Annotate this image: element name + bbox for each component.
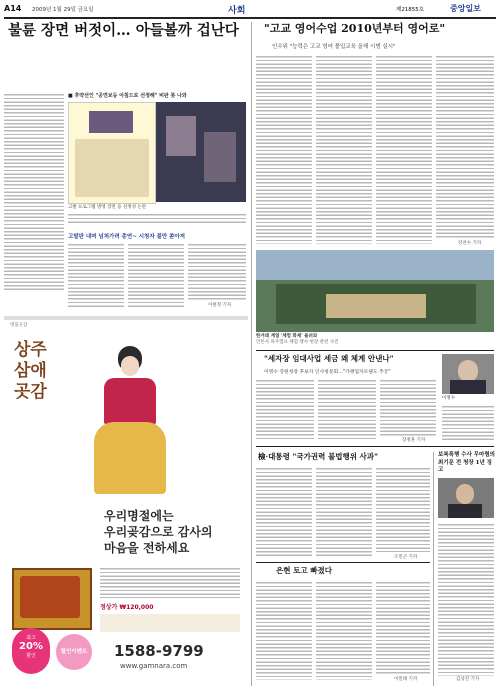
right-sub-col-1 — [256, 580, 312, 680]
right-mid-subhead: 이명수 강원청장 후보자 인사청문회…"가맹업자모델도 추궁" — [264, 370, 391, 375]
right-mid-col-3 — [380, 378, 436, 436]
right-top-col-1 — [256, 54, 312, 244]
right-separator-1 — [256, 350, 494, 351]
right-separator-3 — [256, 562, 430, 563]
left-sub-label: ■ 후약선인 "공연보등 아침드로 선정해" 비판 봇 나와 — [68, 93, 187, 99]
ad-product-info — [100, 566, 240, 598]
right-top-byline: 강찬수 기자 — [458, 241, 482, 246]
right-top-headline: "고교 영어수업 2010년부터 영어로" — [264, 22, 446, 35]
ad-slogan-line-3: 마음을 전하세요 — [104, 541, 190, 555]
right-top-photo-caption-detail: 언론사 파주캠프 체험 행사 현장 관련 사진 — [256, 340, 339, 345]
right-sub-col-3 — [376, 580, 430, 674]
right-sub-headline: 은현 토고 빠졌다 — [276, 566, 332, 575]
right-sub-byline: 이민태 기자 — [394, 677, 418, 682]
left-photo-caption: 고발 프로그램 방영 장면 등 선정성 논란 — [68, 205, 147, 210]
ad-gift-box — [12, 568, 92, 630]
page-header — [4, 3, 496, 19]
right-bottom-col-3 — [376, 466, 430, 552]
ad-price: 정상가 ₩120,000 — [100, 604, 154, 611]
right-mid-person-photo — [442, 354, 494, 394]
advertisement — [4, 316, 248, 686]
column-divider — [251, 22, 252, 686]
right-col-divider — [433, 452, 434, 686]
right-mid-byline: 장정훈 기자 — [402, 438, 426, 443]
ad-product-strip — [100, 614, 240, 632]
left-headline: 불륜 장면 버젓이… 아들볼까 겁난다 — [8, 22, 239, 39]
right-bottom-byline: 조민근 기자 — [394, 555, 418, 560]
issue-date: 2009년 1월 29일 금요일 — [32, 7, 94, 13]
ad-discount-badge: 최고 20% 할인 — [12, 628, 50, 674]
right-top-col-3 — [376, 54, 432, 244]
left-body-column-2 — [68, 242, 124, 308]
right-col-headline: 보복폭행 수사 무마혐의 최기문 전 청장 1년 징고 — [438, 452, 495, 473]
right-col-person-photo — [438, 478, 494, 518]
left-photo — [68, 102, 156, 204]
right-top-col-2 — [316, 54, 372, 244]
left-sub-heading: 고발판 내며 넘쳐가려 총연~ 시청자 불만 쏟아져 — [68, 234, 186, 240]
ad-event-bubble: 할인이벤트 — [56, 634, 92, 670]
ad-title: 상주 삼애곳감 — [14, 340, 47, 402]
right-col-body — [438, 522, 494, 676]
left-byline: 이현정 기자 — [208, 303, 232, 308]
left-body-column-3 — [128, 242, 184, 308]
ad-url[interactable]: www.gamnara.com — [120, 662, 188, 670]
section-title: 사회 — [228, 6, 246, 16]
left-photo-2 — [156, 102, 246, 202]
ad-phone[interactable]: 1588-9799 — [114, 642, 204, 660]
right-mid-person-caption: 이명수 — [442, 396, 456, 401]
right-bottom-col-1 — [256, 466, 312, 558]
left-body-column-1 — [4, 92, 64, 290]
left-body-column-4 — [188, 242, 246, 300]
right-top-subhead: 인수위 "능력은 고교 영어 몰입교육 올해 시범 실시" — [272, 44, 396, 50]
paper-logo: 중앙일보 — [450, 3, 481, 13]
right-separator-2 — [256, 446, 494, 447]
right-col-byline: 김상진 기자 — [456, 677, 480, 682]
right-mid-col-1 — [256, 378, 314, 440]
edition-number: 제21855호 — [396, 7, 425, 13]
right-bottom-headline: 檢·대통령 "국가권력 불법행위 사과" — [258, 452, 378, 461]
ad-slogan-line-2: 우리곶감으로 감사의 — [104, 525, 213, 539]
right-bottom-col-2 — [316, 466, 372, 558]
page-number: A14 — [4, 4, 22, 13]
right-top-photo-caption: 한겨레 계열 '체험 화제' 몰려와 — [256, 334, 318, 339]
right-sub-col-2 — [316, 580, 372, 680]
ad-brand-mark: 명품곳감 — [10, 323, 28, 328]
right-mid-col-2 — [318, 378, 376, 440]
ad-model-figure — [90, 346, 170, 494]
left-caption-text — [68, 212, 246, 224]
right-top-col-4 — [436, 54, 494, 238]
right-top-photo — [256, 250, 494, 332]
right-mid-headline: "세자장 임대사업 세금 왜 체계 안낸나" — [264, 354, 394, 363]
right-mid-col-4 — [442, 404, 494, 440]
ad-slogan-line-1: 우리명절에는 — [104, 509, 174, 523]
